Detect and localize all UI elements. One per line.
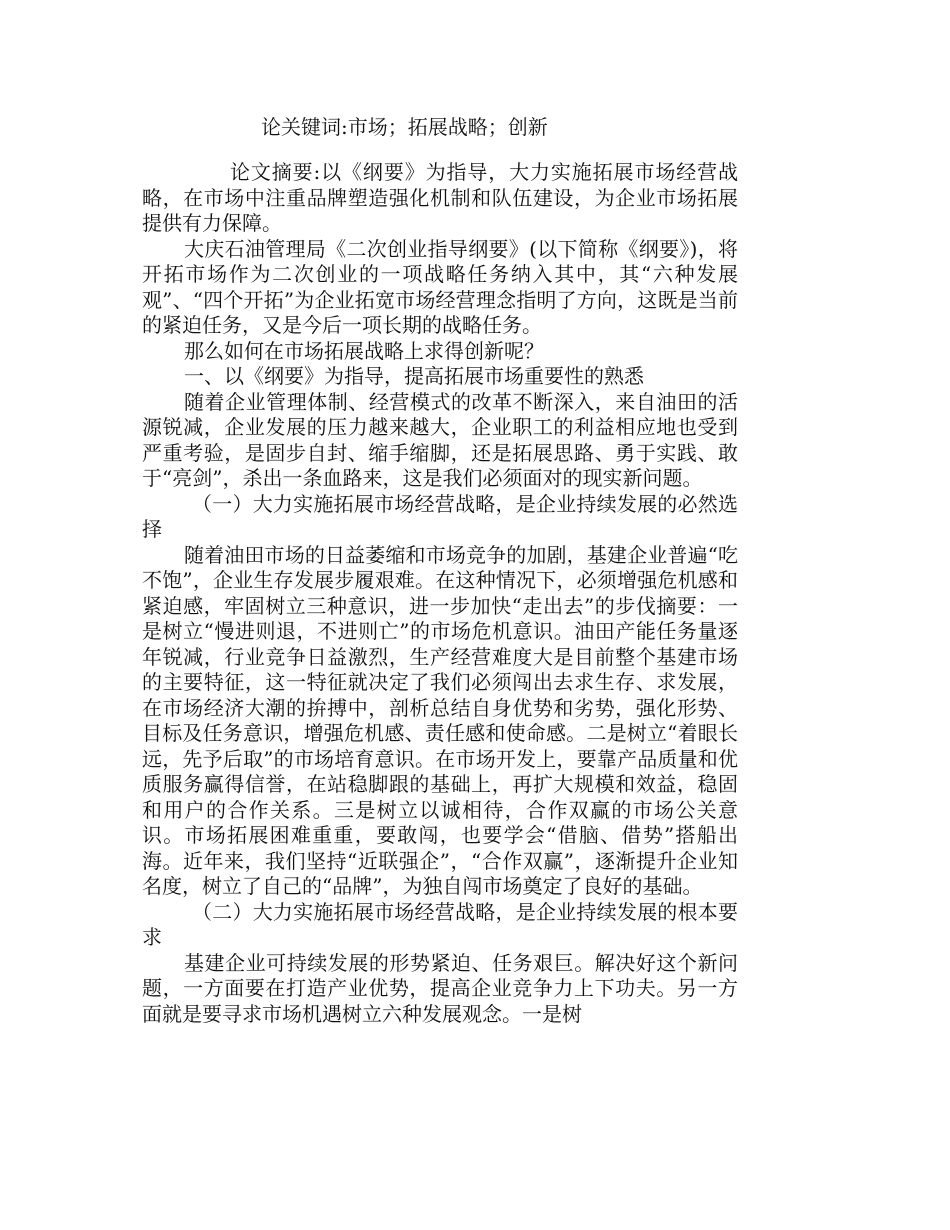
question-paragraph: 那么如何在市场拓展战略上求得创新呢？: [184, 338, 544, 363]
keywords-line: 论关键词:市场；拓展战略；创新: [261, 115, 548, 139]
abstract-paragraph: 论文摘要:以《纲要》为指导，大力实施拓展市场经营战略，在市场中注重品牌塑造强化机制和队伍建设，为企业市场拓展提供有力保障。: [142, 160, 738, 235]
section-heading-1: 一、以《纲要》为指导，提高拓展市场重要性的熟悉: [184, 364, 644, 388]
subsection-heading-1: （一）大力实施拓展市场经营战略，是企业持续发展的必然选择: [142, 491, 738, 541]
intro-paragraph: 大庆石油管理局《二次创业指导纲要》(以下简称《纲要》)，将开拓市场作为二次创业的一项战略任务纳入其中，其“六种发展观”、“四个开拓”为企业拓宽市场经营理念指明了方向，这既是当前的紧迫任务，又是今后一项长期的战略任务。: [142, 236, 738, 337]
subsection-heading-2: （二）大力实施拓展市场经营战略，是企业持续发展的根本要求: [142, 899, 738, 949]
body-paragraph: 随着企业管理体制、经营模式的改革不断深入，来自油田的活源锐减，企业发展的压力越来越大，企业职工的利益相应地也受到严重考验，是固步自封、缩手缩脚，还是拓展思路、勇于实践、敢于“亮剑”，杀出一条血路来，这是我们必须面对的现实新问题。: [142, 389, 738, 490]
body-paragraph: 基建企业可持续发展的形势紧迫、任务艰巨。解决好这个新问题，一方面要在打造产业优势，提高企业竞争力上下功夫。另一方面就是要寻求市场机遇树立六种发展观念。一是树: [142, 950, 738, 1026]
body-text: [142, 160, 738, 1027]
body-paragraph: 随着油田市场的日益萎缩和市场竞争的加剧，基建企业普遍“吃不饱”，企业生存发展步履艰难。在这种情况下，必须增强危机感和紧迫感，牢固树立三种意识，进一步加快“走出去”的步伐摘要：一是树立“慢进则退，不进则亡”的市场危机意识。油田产能任务量逐年锐减，行业竞争日益激烈，生产经营难度大是目前整个基建市场的主要特征，这一特征就决定了我们必须闯出去求生存、求发展，在市场经济大潮的拚搏中，剖析总结自身优势和劣势，强化形势、目标及任务意识，增强危机感、责任感和使命感。二是树立“着眼长远，先予后取”的市场培育意识。在市场开发上，要靠产品质量和优质服务赢得信誉，在站稳脚跟的基础上，再扩大规模和效益，稳固和用户的合作关系。三是树立以诚相待，合作双赢的市场公关意识。市场拓展困难重重，要敢闯，也要学会“借脑、借势”搭船出海。近年来，我们坚持“近联强企”，“合作双赢”，逐渐提升企业知名度，树立了自己的“品牌”，为独自闯市场奠定了良好的基础。: [142, 542, 738, 898]
